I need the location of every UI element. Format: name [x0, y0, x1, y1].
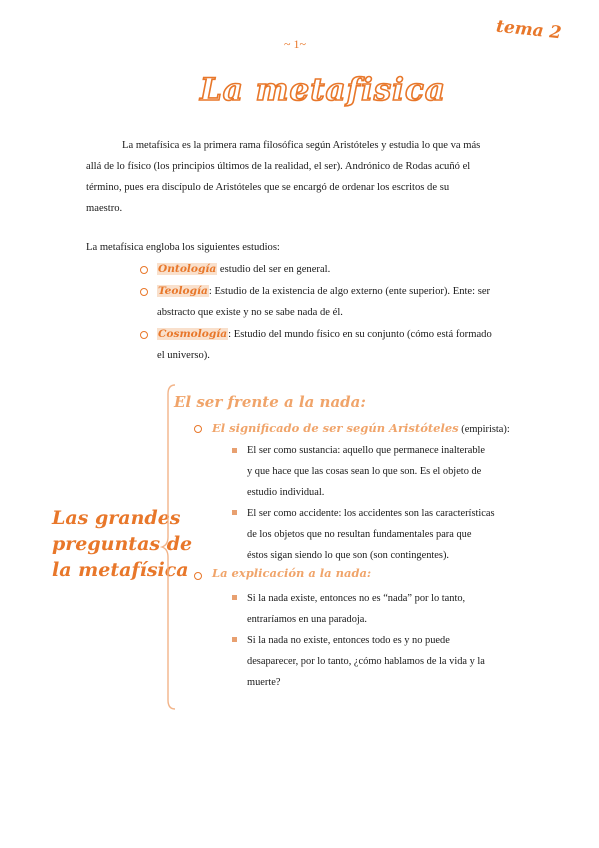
list-item [247, 440, 485, 503]
circle-bullet-icon [194, 572, 202, 580]
subheading-term: La explicación a la nada: [212, 566, 372, 580]
subheading [212, 418, 510, 440]
square-bullet-icon [232, 637, 237, 642]
circle-bullet-icon [140, 331, 148, 339]
point-line: Si la nada no existe, entonces todo es y no puede [247, 635, 450, 646]
square-bullet-icon [232, 448, 237, 453]
list-item [247, 503, 495, 566]
subheading-term: El significado de ser según Aristóteles [212, 421, 459, 435]
page-number: ~ 1~ [284, 37, 306, 51]
list-item [247, 630, 485, 693]
square-bullet-icon [232, 510, 237, 515]
study-text-continued: abstracto que existe y no se sabe nada de él. [157, 307, 343, 318]
studies-intro: La metafísica engloba los siguientes estudios: [86, 242, 280, 253]
side-heading-line: Las grandes [52, 507, 181, 529]
study-term: Teología [158, 285, 208, 297]
intro-line: término, pues era discípulo de Aristóteles que se encargó de ordenar los escritos de su [86, 182, 450, 193]
page-title: La metafisica [200, 72, 446, 108]
study-text: : Estudio del mundo físico en su conjunto (cómo está formado [228, 329, 492, 340]
list-item [247, 588, 465, 630]
study-text: estudio del ser en general. [217, 264, 331, 275]
point-line: entraríamos en una paradoja. [247, 614, 368, 625]
list-item [157, 259, 330, 280]
point-line: El ser como accidente: los accidentes son las características [247, 508, 495, 519]
list-item [157, 281, 490, 302]
point-line: Si la nada existe, entonces no es “nada” por lo tanto, [247, 593, 466, 604]
point-line: de los objetos que no resultan fundamentales para que [247, 529, 472, 540]
point-line: muerte? [247, 677, 281, 688]
intro-paragraph [86, 135, 526, 219]
circle-bullet-icon [140, 288, 148, 296]
brace-icon [158, 382, 178, 712]
study-text: : Estudio de la existencia de algo externo (ente superior). Ente: ser [208, 286, 491, 297]
intro-line: La metafísica es la primera rama filosófica según Aristóteles y estudia lo que va más [122, 140, 481, 151]
corner-label: tema 2 [495, 16, 563, 44]
point-line: y que hace que las cosas sean lo que son. Es el objeto de [247, 466, 482, 477]
intro-line: allá de lo físico (los principios últimos de la realidad, el ser). Andrónico de Rodas acuñó el [86, 161, 471, 172]
subheading-suffix: (empirista): [458, 424, 510, 435]
point-line: éstos sigan siendo lo que son (son contingentes). [247, 550, 450, 561]
section-heading: El ser frente a la nada: [174, 393, 366, 411]
circle-bullet-icon [140, 266, 148, 274]
study-term: Cosmología [158, 328, 228, 340]
side-heading-line: la metafísica [52, 559, 189, 581]
study-term: Ontología [158, 263, 217, 275]
study-text-continued: el universo). [157, 350, 210, 361]
circle-bullet-icon [194, 425, 202, 433]
point-line: El ser como sustancia: aquello que permanece inalterable [247, 445, 486, 456]
square-bullet-icon [232, 595, 237, 600]
side-heading-line: preguntas de [52, 533, 193, 555]
point-line: estudio individual. [247, 487, 325, 498]
intro-line: maestro. [86, 203, 123, 214]
point-line: desaparecer, por lo tanto, ¿cómo hablamos de la vida y la [247, 656, 485, 667]
list-item [157, 324, 492, 345]
